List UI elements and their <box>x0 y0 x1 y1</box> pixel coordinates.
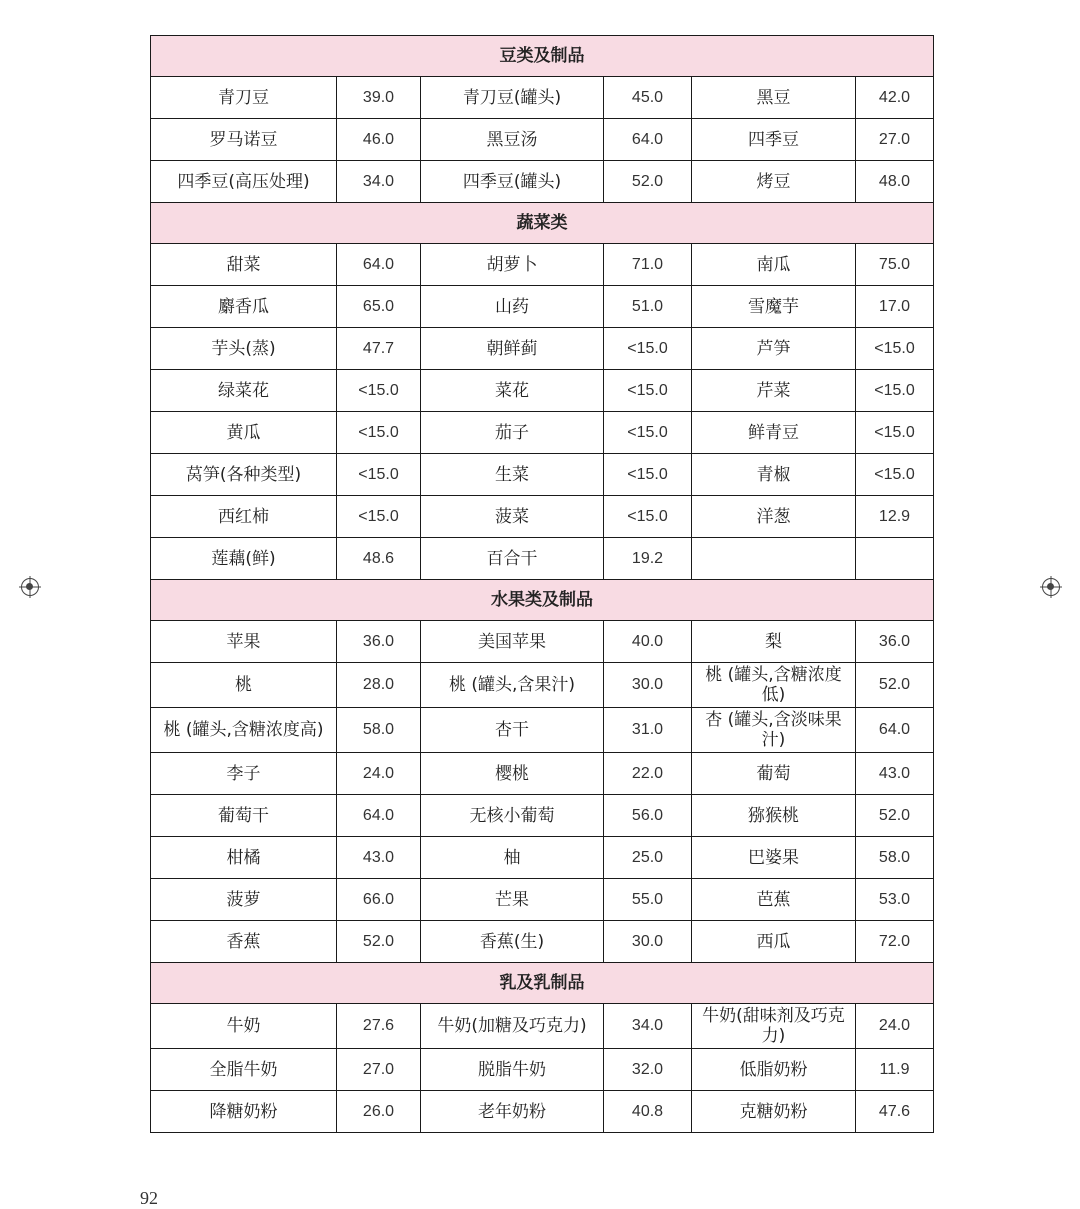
food-name-cell: 全脂牛奶 <box>151 1049 337 1091</box>
table-row <box>151 1004 934 1049</box>
gi-food-table <box>150 35 934 1133</box>
gi-value-cell: 64.0 <box>856 708 934 753</box>
food-name-cell: 香蕉(生) <box>421 921 604 963</box>
food-name-cell: 甜菜 <box>151 244 337 286</box>
table-row <box>151 837 934 879</box>
section-title: 蔬菜类 <box>151 203 934 244</box>
food-name-cell: 克糖奶粉 <box>692 1091 856 1133</box>
food-name-cell: 葡萄 <box>692 753 856 795</box>
food-name-cell: 菠萝 <box>151 879 337 921</box>
food-name-cell: 茄子 <box>421 412 604 454</box>
food-name-cell: 胡萝卜 <box>421 244 604 286</box>
food-name-cell: 洋葱 <box>692 496 856 538</box>
gi-value-cell: <15.0 <box>856 328 934 370</box>
food-name-cell: 牛奶(加糖及巧克力) <box>421 1004 604 1049</box>
gi-value-cell: 26.0 <box>337 1091 421 1133</box>
food-name-cell: 青刀豆 <box>151 77 337 119</box>
page-number: 92 <box>140 1188 158 1208</box>
food-name-cell: 柑橘 <box>151 837 337 879</box>
gi-value-cell: <15.0 <box>604 328 692 370</box>
table-row <box>151 663 934 708</box>
gi-value-cell: 65.0 <box>337 286 421 328</box>
food-name-cell: 桃 (罐头,含糖浓度低) <box>692 663 856 708</box>
table-row <box>151 753 934 795</box>
gi-value-cell: <15.0 <box>337 370 421 412</box>
gi-value-cell: 40.8 <box>604 1091 692 1133</box>
food-name-cell: 莴笋(各种类型) <box>151 454 337 496</box>
section-header-row <box>151 203 934 244</box>
gi-value-cell: 64.0 <box>604 119 692 161</box>
gi-value-cell: 32.0 <box>604 1049 692 1091</box>
food-name-cell: 香蕉 <box>151 921 337 963</box>
gi-value-cell: 39.0 <box>337 77 421 119</box>
gi-value-cell: <15.0 <box>856 412 934 454</box>
table-row <box>151 370 934 412</box>
gi-value-cell: 45.0 <box>604 77 692 119</box>
gi-value-cell: 27.6 <box>337 1004 421 1049</box>
gi-value-cell: 52.0 <box>856 795 934 837</box>
table-row <box>151 708 934 753</box>
section-title: 乳及乳制品 <box>151 963 934 1004</box>
gi-value-cell: 64.0 <box>337 244 421 286</box>
food-name-cell: 西红柿 <box>151 496 337 538</box>
food-name-cell: 芹菜 <box>692 370 856 412</box>
food-name-cell: 桃 (罐头,含糖浓度高) <box>151 708 337 753</box>
food-name-cell: 芦笋 <box>692 328 856 370</box>
gi-value-cell: 27.0 <box>856 119 934 161</box>
food-name-cell: 朝鲜蓟 <box>421 328 604 370</box>
table-row <box>151 119 934 161</box>
table-row <box>151 77 934 119</box>
gi-value-cell: 30.0 <box>604 663 692 708</box>
food-name-cell: 鲜青豆 <box>692 412 856 454</box>
food-name-cell: 桃 (罐头,含果汁) <box>421 663 604 708</box>
food-name-cell: 南瓜 <box>692 244 856 286</box>
food-name-cell: 葡萄干 <box>151 795 337 837</box>
gi-value-cell: 56.0 <box>604 795 692 837</box>
food-name-cell: 猕猴桃 <box>692 795 856 837</box>
gi-value-cell: <15.0 <box>337 412 421 454</box>
section-title: 水果类及制品 <box>151 580 934 621</box>
food-name-cell <box>692 538 856 580</box>
food-name-cell: 四季豆 <box>692 119 856 161</box>
gi-value-cell: <15.0 <box>856 454 934 496</box>
food-name-cell: 桃 <box>151 663 337 708</box>
food-name-cell: 西瓜 <box>692 921 856 963</box>
section-header-row <box>151 36 934 77</box>
food-name-cell: 脱脂牛奶 <box>421 1049 604 1091</box>
gi-value-cell: 34.0 <box>604 1004 692 1049</box>
food-name-cell: 莲藕(鲜) <box>151 538 337 580</box>
gi-value-cell: 36.0 <box>337 621 421 663</box>
gi-value-cell: 11.9 <box>856 1049 934 1091</box>
gi-value-cell: 75.0 <box>856 244 934 286</box>
food-name-cell: 芋头(蒸) <box>151 328 337 370</box>
gi-value-cell: 72.0 <box>856 921 934 963</box>
gi-value-cell: <15.0 <box>337 454 421 496</box>
gi-value-cell: <15.0 <box>604 496 692 538</box>
table-row <box>151 161 934 203</box>
registration-mark-left-icon <box>21 578 39 596</box>
section-header-row <box>151 963 934 1004</box>
food-name-cell: 四季豆(罐头) <box>421 161 604 203</box>
gi-value-cell: <15.0 <box>604 370 692 412</box>
gi-value-cell: 66.0 <box>337 879 421 921</box>
food-name-cell: 生菜 <box>421 454 604 496</box>
food-name-cell: 李子 <box>151 753 337 795</box>
gi-value-cell <box>856 538 934 580</box>
table-row <box>151 286 934 328</box>
food-name-cell: 降糖奶粉 <box>151 1091 337 1133</box>
gi-value-cell: <15.0 <box>856 370 934 412</box>
food-name-cell: 芒果 <box>421 879 604 921</box>
gi-value-cell: 36.0 <box>856 621 934 663</box>
table-row <box>151 538 934 580</box>
food-name-cell: 杏干 <box>421 708 604 753</box>
gi-value-cell: 53.0 <box>856 879 934 921</box>
food-name-cell: 雪魔芋 <box>692 286 856 328</box>
gi-value-cell: 24.0 <box>337 753 421 795</box>
food-name-cell: 青刀豆(罐头) <box>421 77 604 119</box>
gi-value-cell: 51.0 <box>604 286 692 328</box>
gi-value-cell: <15.0 <box>604 454 692 496</box>
gi-value-cell: 58.0 <box>337 708 421 753</box>
gi-value-cell: 47.7 <box>337 328 421 370</box>
food-name-cell: 菠菜 <box>421 496 604 538</box>
table-row <box>151 244 934 286</box>
table-row <box>151 621 934 663</box>
gi-value-cell: 47.6 <box>856 1091 934 1133</box>
table-row <box>151 328 934 370</box>
table-row <box>151 921 934 963</box>
food-name-cell: 百合干 <box>421 538 604 580</box>
section-header-row <box>151 580 934 621</box>
gi-value-cell: 43.0 <box>337 837 421 879</box>
food-name-cell: 菜花 <box>421 370 604 412</box>
gi-value-cell: <15.0 <box>337 496 421 538</box>
gi-value-cell: 48.0 <box>856 161 934 203</box>
gi-value-cell: 24.0 <box>856 1004 934 1049</box>
food-name-cell: 烤豆 <box>692 161 856 203</box>
food-name-cell: 牛奶 <box>151 1004 337 1049</box>
table-row <box>151 412 934 454</box>
food-name-cell: 老年奶粉 <box>421 1091 604 1133</box>
food-name-cell: 黑豆汤 <box>421 119 604 161</box>
gi-value-cell: 52.0 <box>856 663 934 708</box>
food-name-cell: 梨 <box>692 621 856 663</box>
food-name-cell: 牛奶(甜味剂及巧克力) <box>692 1004 856 1049</box>
gi-value-cell: 25.0 <box>604 837 692 879</box>
food-name-cell: 罗马诺豆 <box>151 119 337 161</box>
food-name-cell: 麝香瓜 <box>151 286 337 328</box>
food-name-cell: 山药 <box>421 286 604 328</box>
table-row <box>151 1091 934 1133</box>
gi-value-cell: 58.0 <box>856 837 934 879</box>
table-row <box>151 795 934 837</box>
food-name-cell: 黑豆 <box>692 77 856 119</box>
food-name-cell: 黄瓜 <box>151 412 337 454</box>
food-name-cell: 美国苹果 <box>421 621 604 663</box>
gi-value-cell: 55.0 <box>604 879 692 921</box>
table-row <box>151 1049 934 1091</box>
gi-value-cell: 52.0 <box>604 161 692 203</box>
gi-value-cell: 28.0 <box>337 663 421 708</box>
food-name-cell: 绿菜花 <box>151 370 337 412</box>
food-name-cell: 芭蕉 <box>692 879 856 921</box>
table-row <box>151 879 934 921</box>
section-title: 豆类及制品 <box>151 36 934 77</box>
gi-value-cell: 19.2 <box>604 538 692 580</box>
gi-value-cell: 48.6 <box>337 538 421 580</box>
registration-mark-right-icon <box>1042 578 1060 596</box>
gi-value-cell: 46.0 <box>337 119 421 161</box>
gi-value-cell: 52.0 <box>337 921 421 963</box>
gi-value-cell: 42.0 <box>856 77 934 119</box>
gi-value-cell: 22.0 <box>604 753 692 795</box>
food-name-cell: 青椒 <box>692 454 856 496</box>
gi-value-cell: 34.0 <box>337 161 421 203</box>
food-name-cell: 巴婆果 <box>692 837 856 879</box>
gi-value-cell: 43.0 <box>856 753 934 795</box>
food-name-cell: 苹果 <box>151 621 337 663</box>
food-name-cell: 四季豆(高压处理) <box>151 161 337 203</box>
gi-value-cell: 12.9 <box>856 496 934 538</box>
food-name-cell: 无核小葡萄 <box>421 795 604 837</box>
food-name-cell: 柚 <box>421 837 604 879</box>
gi-value-cell: 27.0 <box>337 1049 421 1091</box>
gi-value-cell: 40.0 <box>604 621 692 663</box>
table-row <box>151 454 934 496</box>
table-row <box>151 496 934 538</box>
food-name-cell: 低脂奶粉 <box>692 1049 856 1091</box>
gi-value-cell: 64.0 <box>337 795 421 837</box>
food-name-cell: 杏 (罐头,含淡味果汁) <box>692 708 856 753</box>
gi-value-cell: <15.0 <box>604 412 692 454</box>
food-name-cell: 樱桃 <box>421 753 604 795</box>
gi-value-cell: 31.0 <box>604 708 692 753</box>
gi-value-cell: 30.0 <box>604 921 692 963</box>
gi-value-cell: 71.0 <box>604 244 692 286</box>
gi-value-cell: 17.0 <box>856 286 934 328</box>
